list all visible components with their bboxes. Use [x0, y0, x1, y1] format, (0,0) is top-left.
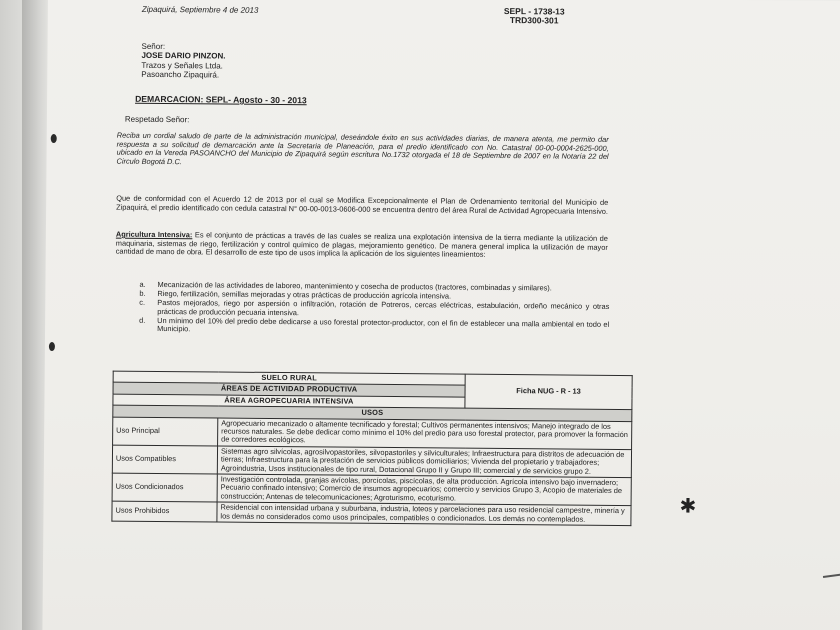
list-item-text: Pastos mejorados, riego por aspersión o infiltración, rotación de Potreros, cercas eléctricas, estabulación, ordeño mecánico y otras prácticas de producción pecuaria intensiva.	[157, 298, 610, 317]
row-text-uso-principal: Agropecuario mecanizado o altamente tecnificado y forestal; Cultivos permanentes intensivos; Manejo integrado de los recursos naturales. Se debe dedicar como mínimo el 10% del predio para uso forestal protector, para promover la formación de corredores ecológicos.	[218, 418, 632, 450]
list-marker: c.	[139, 297, 146, 308]
recipient-place: Pasoancho Zipaquirá.	[141, 69, 220, 80]
reference-code-1: SEPL - 1738-13	[503, 5, 565, 17]
table-row	[112, 445, 631, 478]
letter-page	[42, 0, 840, 630]
reference-code	[504, 7, 565, 26]
table-row	[113, 417, 632, 450]
list-marker: a.	[139, 279, 146, 289]
header-usos: USOS	[113, 405, 632, 421]
pen-mark	[823, 574, 840, 578]
guidelines-list	[139, 281, 609, 339]
punch-hole	[51, 134, 57, 143]
list-marker: b.	[139, 288, 146, 298]
reference-code-2: TRD300-301	[509, 15, 559, 26]
list-item	[139, 317, 609, 338]
row-text-usos-compatibles: Sistemas agro silvícolas, agrosilvopastoriles, silvopastoriles y silviculturales; Infraestructura para distritos de adecuación de tierras; Infraestructura para la prestación de servicios públicos domiciliarios; Vivienda del propietario y trabajadores; Agroindustria, Usos institucionales de tipo rural, Dotacional Grupo II y Grupo III; comercial y de servicios grupo 2.	[217, 446, 631, 478]
list-item-text: Un mínimo del 10% del predio debe dedicarse a uso forestal protector-productor, con el fin de establecer una malla ambiental en todo el Municipio.	[157, 315, 610, 334]
row-label-usos-compatibles: Usos Compatibles	[112, 445, 217, 474]
row-label-uso-principal: Uso Principal	[113, 417, 218, 446]
row-label-usos-condicionados: Usos Condicionados	[112, 473, 217, 502]
list-item-text: Mecanización de las actividades de laboreo, mantenimiento y cosecha de productos (tractores, combinadas y similares).	[157, 279, 552, 293]
table-row	[112, 473, 631, 506]
subject-line: DEMARCACION: SEPL- Agosto - 30 - 2013	[135, 93, 307, 106]
salutation-senor: Señor:	[141, 41, 166, 52]
land-use-table	[111, 371, 632, 527]
row-text-usos-prohibidos: Residencial con intensidad urbana y suburbana, industria, loteos y parcelaciones para uso residencial campestre, minería y los demás no considerados como usos principales, compatibles o condicionados. Los demás no contemplados.	[217, 502, 631, 525]
punch-hole	[49, 342, 55, 351]
paragraph-acuerdo: Que de conformidad con el Acuerdo 12 de 2013 por el cual se Modifica Excepcionalmente el Plan de Ordenamiento territorial del Municipio de Zipaquirá, el predio identificado con cedula catastral N° 00-00-0013-0606-000 se encuentra dentro del área Rural de Actividad Agropecuaria Intensivo.	[116, 193, 609, 216]
letter-date: Zipaquirá, Septiembre 4 de 2013	[141, 4, 259, 15]
table-row	[112, 501, 631, 525]
recipient-name: JOSE DARIO PINZON.	[141, 50, 226, 61]
header-area-agropecuaria: ÁREA AGROPECUARIA INTENSIVA	[113, 394, 465, 408]
row-text-usos-condicionados: Investigación controlada, granjas avícolas, porcícolas, piscícolas, de alta producción. Agrícola intensivo bajo invernadero; Pecuario confinado intensivo; Comercio de insumos agropecuarios; comercio y servicios Grupo 3, Acopio de materiales de construcción; Antenas de telecomunicaciones; Agroturismo, ecoturismo.	[217, 474, 631, 506]
salutation-respetado: Respetado Señor:	[124, 114, 190, 125]
header-areas-actividad: ÁREAS DE ACTIVIDAD PRODUCTIVA	[113, 382, 465, 396]
paragraph-agricultura	[116, 231, 608, 261]
paragraph-intro: Reciba un cordial saludo de parte de la administración municipal, deseándole éxito en sus actividades diarias, de manera atenta, me permito dar respuesta a su solicitud de demarcación ante la Secretaria de Planeación, para el predio identificado con No. Catastral 00-00-0004-2625-000, ubicado en la Vereda PASOANCHO del Municipio de Zipaquirá según escritura No.1732 otorgada el 18 de Septiembre de 2007 en la Notaría 22 del Circulo Bogotá D.C.	[116, 130, 609, 166]
row-label-usos-prohibidos: Usos Prohibidos	[112, 501, 217, 522]
ficha-code: Ficha NUG - R - 13	[465, 374, 632, 410]
header-suelo-rural: SUELO RURAL	[113, 371, 465, 385]
asterisk-mark: ✱	[679, 493, 697, 518]
agricultura-heading: Agricultura Intensiva:	[115, 229, 193, 240]
agricultura-text: Es el conjunto de prácticas a través de las cuales se realiza una explotación intensiva de la tierra mediante la utilización de maquinaria, sistemas de riego, fertilización y control químico de plagas, mejoramiento genético. De manera general implica la utilización de mayor cantidad de mano de obra. El desarrollo de este tipo de usos implica la aplicación de los siguientes lineamientos:	[115, 230, 608, 260]
list-marker: d.	[139, 315, 146, 325]
list-item-text: Riego, fertilización, semillas mejoradas y otras prácticas de producción agrícola intensiva.	[157, 289, 452, 301]
recipient-company: Trazos y Señales Ltda.	[141, 60, 223, 71]
